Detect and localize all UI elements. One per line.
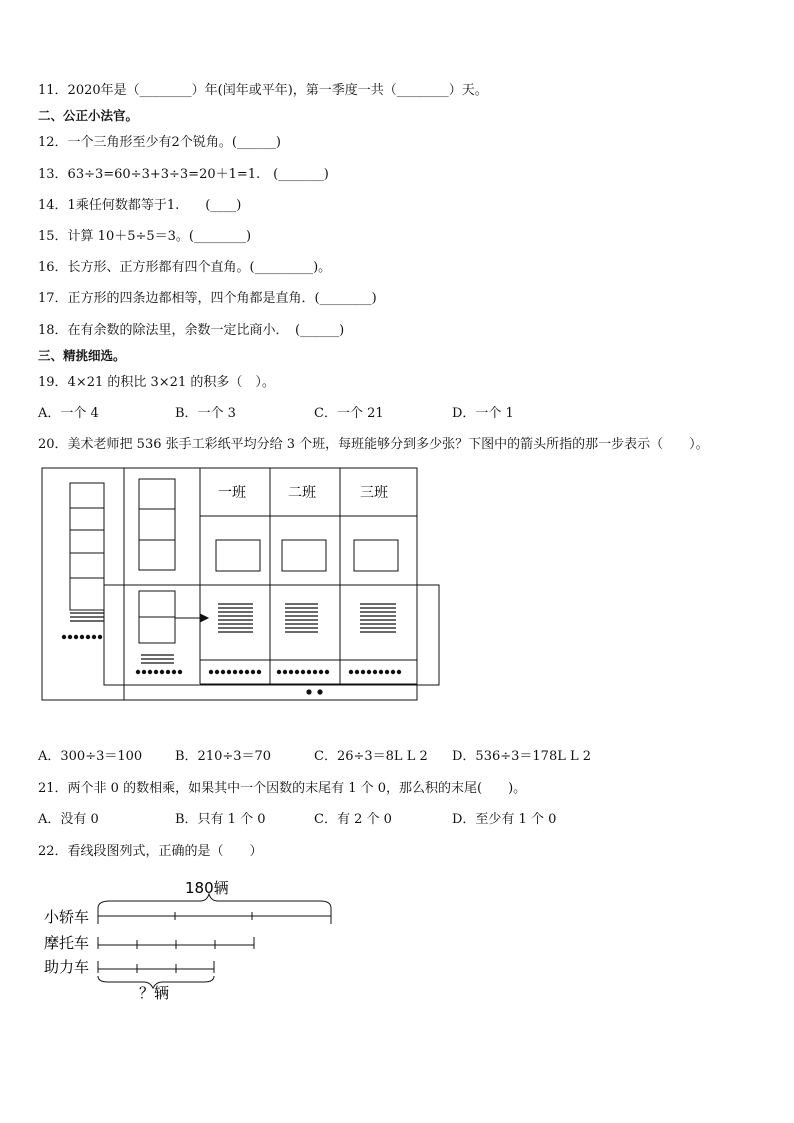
q19: 19．4×21 的积比 3×21 的积多（ ）。 — [38, 375, 275, 390]
q18: 18．在有余数的除法里，余数一定比商小． (______) — [38, 323, 345, 338]
q22: 22．看线段图列式，正确的是（ ） — [38, 844, 263, 859]
q19-option-c[interactable]: C．一个 21 — [314, 406, 384, 421]
total-label: 180辆 — [185, 879, 229, 897]
row-label-motorcycle: 摩托车 — [44, 934, 90, 952]
section-3-title: 三、精挑细选。 — [38, 348, 126, 363]
q21-option-a[interactable]: A．没有 0 — [38, 812, 99, 827]
class-3-label: 三班 — [360, 485, 388, 501]
q15: 15．计算 10＋5÷5＝3。(________) — [38, 229, 252, 244]
row-label-car: 小轿车 — [44, 908, 90, 926]
q21: 21．两个非 0 的数相乘，如果其中一个因数的末尾有 1 个 0，那么积的末尾( )。 — [38, 781, 527, 796]
q13: 13．63÷3=60÷3+3÷3=20＋1=1. (_______) — [38, 167, 329, 182]
row-label-moped: 助力车 — [44, 958, 90, 976]
q12: 12．一个三角形至少有2个锐角。(______) — [38, 135, 281, 150]
q21-option-d[interactable]: D．至少有 1 个 0 — [452, 812, 557, 827]
section-2-title: 二、公正小法官。 — [38, 108, 139, 123]
class-2-label: 二班 — [288, 485, 316, 501]
q21-option-c[interactable]: C．有 2 个 0 — [314, 812, 392, 827]
q20-option-d[interactable]: D．536÷3＝178L L 2 — [452, 749, 592, 764]
q14: 14．1乘任何数都等于1. (____) — [38, 198, 242, 213]
q20-option-a[interactable]: A．300÷3＝100 — [38, 749, 143, 764]
unknown-label: ？辆 — [139, 984, 170, 1002]
q19-option-a[interactable]: A．一个 4 — [38, 406, 99, 421]
q20-option-c[interactable]: C．26÷3＝8L L 2 — [314, 749, 428, 764]
q22-segment-diagram — [0, 870, 794, 1010]
q17: 17．正方形的四条边都相等，四个角都是直角．(________) — [38, 291, 377, 306]
q19-option-b[interactable]: B．一个 3 — [175, 406, 236, 421]
class-1-label: 一班 — [218, 485, 246, 501]
q20: 20．美术老师把 536 张手工彩纸平均分给 3 个班，每班能够分到多少张？下图中的箭头所指的那一步表示（ ）。 — [38, 437, 709, 452]
q20-option-b[interactable]: B．210÷3＝70 — [175, 749, 272, 764]
q21-option-b[interactable]: B．只有 1 个 0 — [175, 812, 266, 827]
q19-option-d[interactable]: D．一个 1 — [452, 406, 514, 421]
q11: 11．2020年是（________）年(闰年或平年)，第一季度一共（________）天。 — [38, 83, 488, 98]
q16: 16．长方形、正方形都有四个直角。(_________)。 — [38, 260, 332, 275]
